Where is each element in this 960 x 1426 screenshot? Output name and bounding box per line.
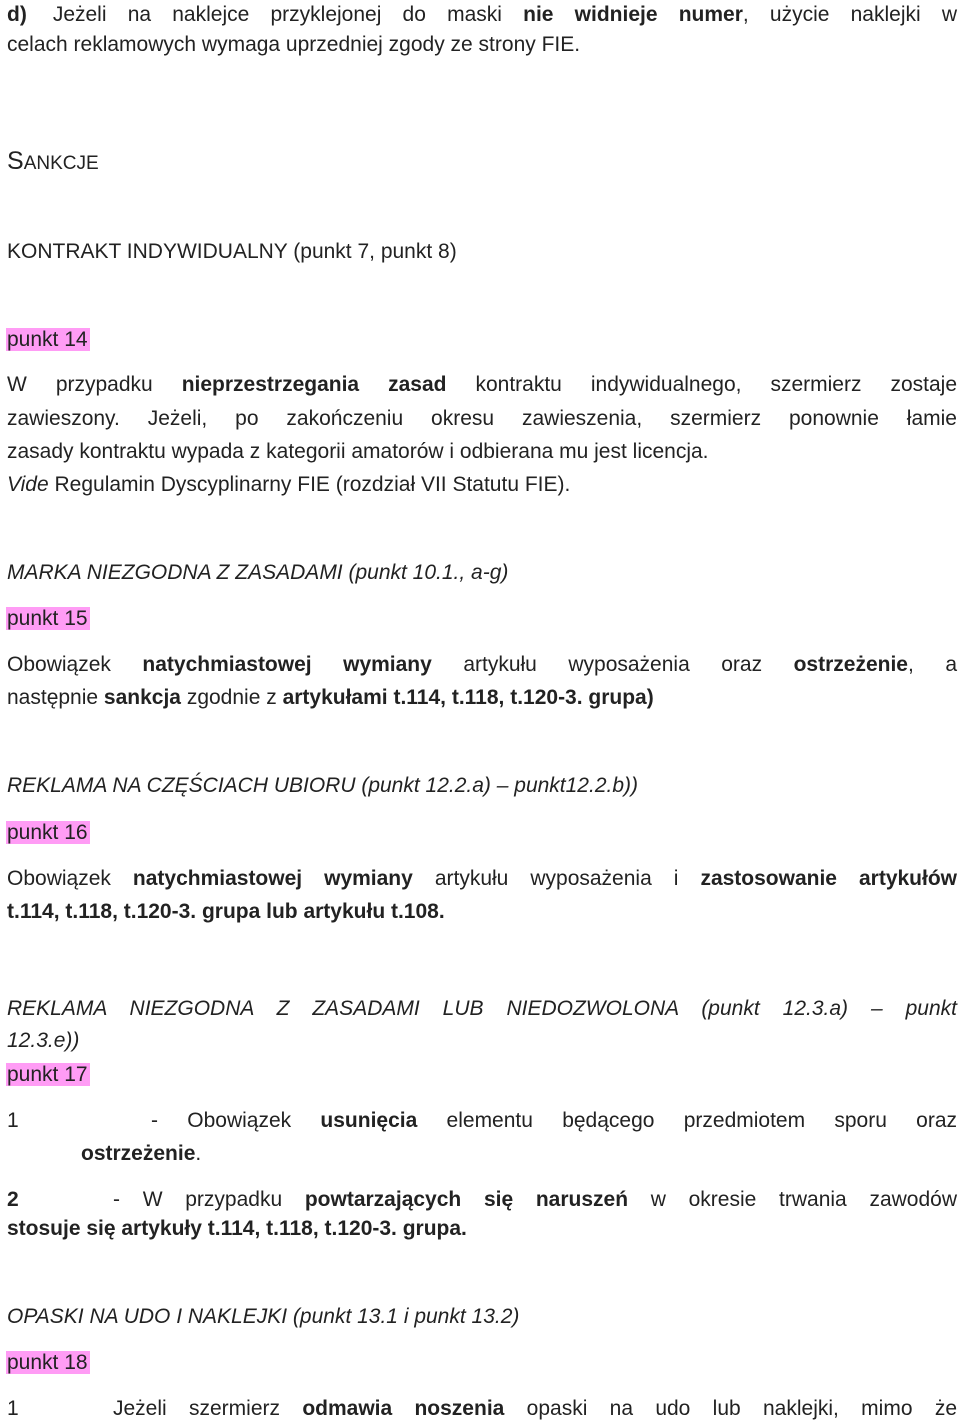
d-item-marker: d) xyxy=(7,3,27,26)
list-number: 2 xyxy=(7,1188,19,1211)
punkt-16-line-1: Obowiązek natychmiastowej wymiany artykułu wyposażenia i zastosowanie artykułów xyxy=(7,867,958,890)
d-text: Jeżeli na naklejce przyklejonej do maski xyxy=(52,3,524,26)
punkt-14-label: punkt 14 xyxy=(7,328,88,351)
punkt-17-item-1-line-1 xyxy=(7,1106,957,1136)
d-text: , użycie naklejki w xyxy=(742,3,958,26)
d-paragraph-line-1 xyxy=(7,0,957,30)
punkt-15-label: punkt 15 xyxy=(7,607,88,630)
d-paragraph-line-2: celach reklamowych wymaga uprzedniej zgody ze strony FIE. xyxy=(7,33,581,56)
punkt-16-label: punkt 16 xyxy=(7,821,88,844)
punkt-18-label: punkt 18 xyxy=(7,1351,88,1374)
punkt-14-line-1: W przypadku nieprzestrzegania zasad kontraktu indywidualnego, szermierz zostaje xyxy=(7,373,958,396)
punkt-17-item-2-line-1 xyxy=(7,1185,957,1215)
punkt-17-item-2-line-2: stosuje się artykuły t.114, t.118, t.120-3. grupa. xyxy=(7,1217,467,1240)
heading-reklama-niezgodna-line-1: REKLAMA NIEZGODNA Z ZASADAMI LUB NIEDOZWOLONA (punkt 12.3.a) – punkt xyxy=(7,997,957,1020)
list-number: 1 xyxy=(7,1109,19,1132)
punkt-14-line-4: Vide Regulamin Dyscyplinarny FIE (rozdział VII Statutu FIE). xyxy=(7,473,571,496)
d-bold-text: nie widnieje numer xyxy=(523,3,743,26)
list-item-text: - Obowiązek usunięcia elementu będącego przedmiotem sporu oraz xyxy=(151,1109,957,1132)
punkt-14-line-2: zawieszony. Jeżeli, po zakończeniu okresu zawieszenia, szermierz ponownie łamie xyxy=(7,407,957,430)
punkt-17-item-1-line-2: ostrzeżenie. xyxy=(81,1142,202,1165)
heading-reklama-na-czesciach-ubioru: REKLAMA NA CZĘŚCIACH UBIORU (punkt 12.2.a) – punkt12.2.b)) xyxy=(7,774,639,797)
punkt-14-line-3: zasady kontraktu wypada z kategorii amatorów i odbierana mu jest licencja. xyxy=(7,440,709,463)
list-item-text: - W przypadku powtarzających się naruszeń w okresie trwania zawodów xyxy=(113,1188,957,1211)
punkt-18-item-1-line-1 xyxy=(7,1394,957,1424)
heading-opaski-na-udo: OPASKI NA UDO I NAKLEJKI (punkt 13.1 i punkt 13.2) xyxy=(7,1305,520,1328)
heading-kontrakt-indywidualny: KONTRAKT INDYWIDUALNY (punkt 7, punkt 8) xyxy=(7,240,457,263)
punkt-16-line-2: t.114, t.118, t.120-3. grupa lub artykułu t.108. xyxy=(7,900,445,923)
punkt-15-line-1: Obowiązek natychmiastowej wymiany artykułu wyposażenia oraz ostrzeżenie, a xyxy=(7,653,957,676)
list-number: 1 xyxy=(7,1397,19,1420)
punkt-15-line-2: następnie sankcja zgodnie z artykułami t.114, t.118, t.120-3. grupa) xyxy=(7,686,654,709)
section-title-sankcje: SANKCJE xyxy=(7,147,99,175)
list-item-text: Jeżeli szermierz odmawia noszenia opaski na udo lub naklejki, mimo że xyxy=(113,1397,958,1420)
punkt-17-label: punkt 17 xyxy=(7,1063,88,1086)
heading-reklama-niezgodna-line-2: 12.3.e)) xyxy=(7,1029,80,1052)
heading-marka-niezgodna: MARKA NIEZGODNA Z ZASADAMI (punkt 10.1., a-g) xyxy=(7,561,509,584)
